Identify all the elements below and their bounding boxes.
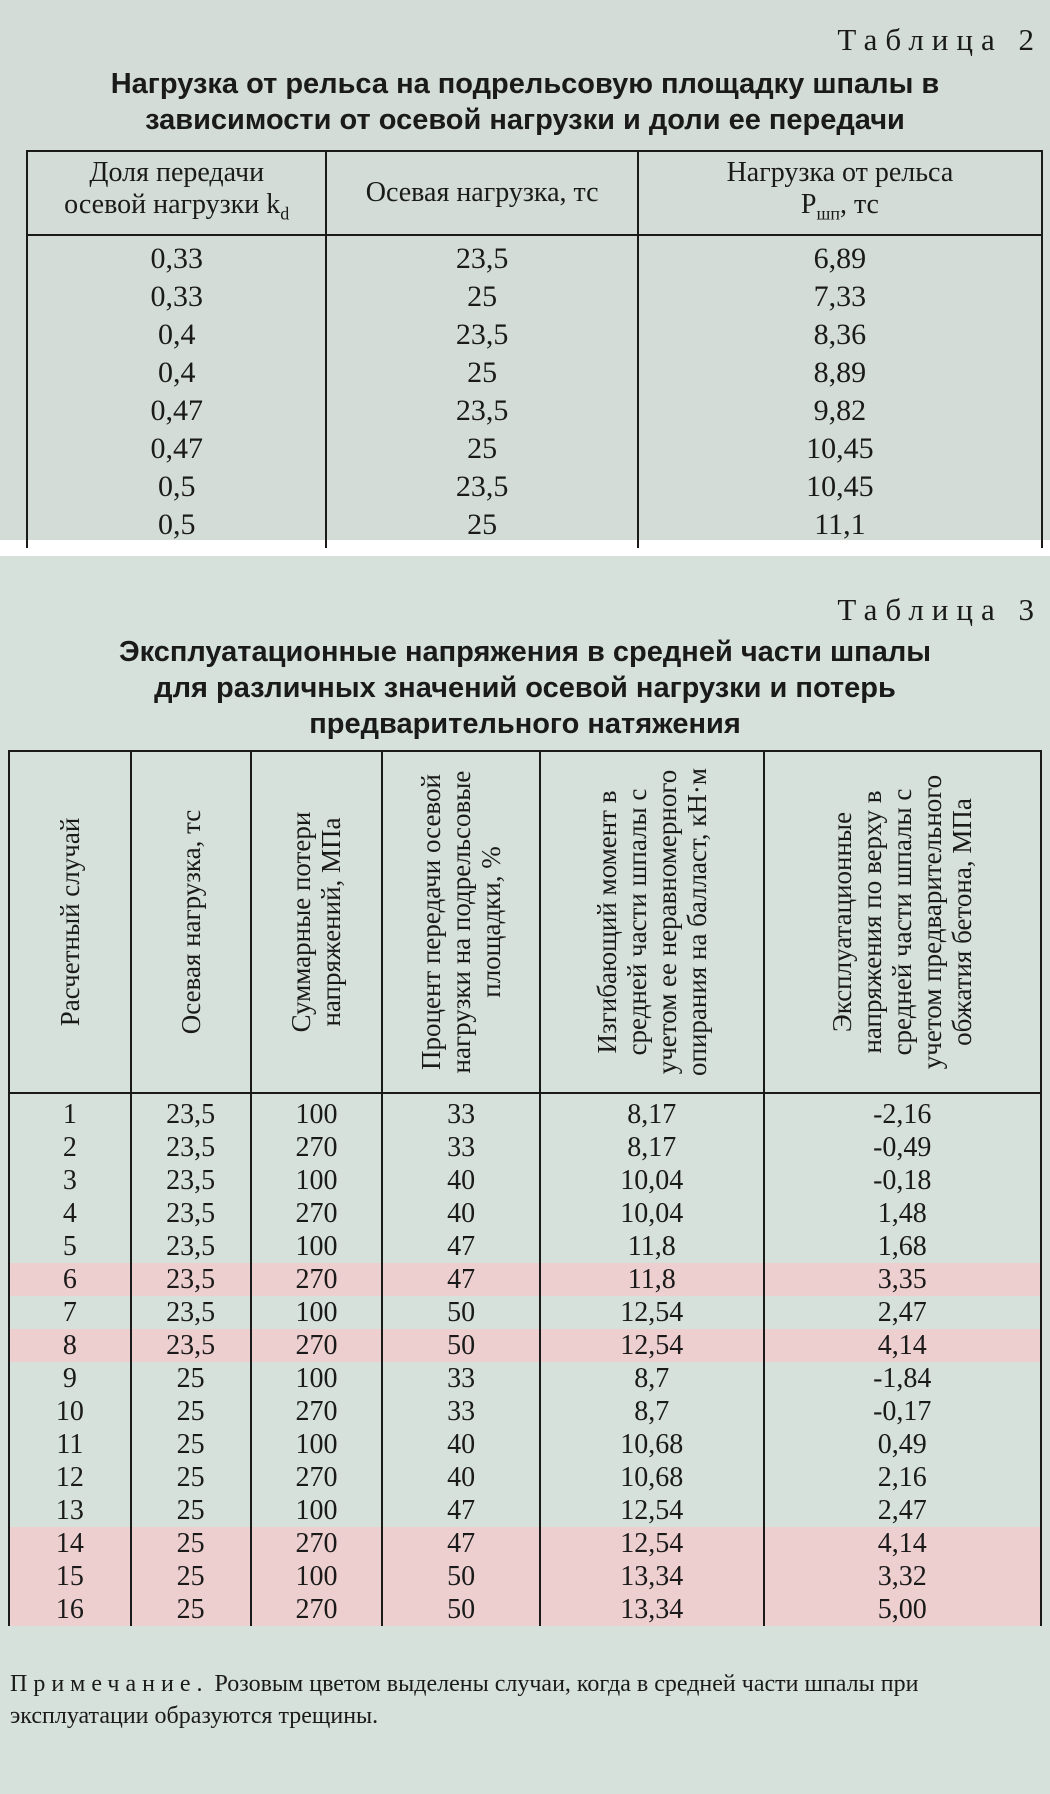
- table-cell: 50: [382, 1296, 540, 1329]
- table-cell: 2: [9, 1131, 131, 1164]
- table-cell: 2,16: [764, 1461, 1041, 1494]
- rotated-header-text: Изгибающий момент в средней части шпалы с учетом ее неравномерного опирания на балласт, кН·м: [591, 768, 712, 1076]
- table-cell: 12,54: [540, 1329, 764, 1362]
- table-cell: 23,5: [326, 468, 637, 506]
- table-cell: 23,5: [131, 1230, 251, 1263]
- table-cell: 8,7: [540, 1362, 764, 1395]
- table-row: [27, 316, 1042, 354]
- table-cell: 8,17: [540, 1131, 764, 1164]
- table-cell: 1,48: [764, 1197, 1041, 1230]
- table-cell: 8,7: [540, 1395, 764, 1428]
- table3-title-line2: для различных значений осевой нагрузки и потерь: [154, 672, 896, 704]
- table-cell: 25: [131, 1527, 251, 1560]
- table3-body: [9, 1093, 1041, 1626]
- table-cell: 25: [131, 1395, 251, 1428]
- table-cell: 0,33: [27, 278, 326, 316]
- table-cell: 50: [382, 1329, 540, 1362]
- table-cell: 33: [382, 1362, 540, 1395]
- table-cell: 0,47: [27, 430, 326, 468]
- table-cell: 8,89: [638, 354, 1042, 392]
- table2-title-line2: зависимости от осевой нагрузки и доли ее передачи: [145, 104, 905, 136]
- table3-header-cell: [764, 751, 1041, 1093]
- table-cell: 8,17: [540, 1093, 764, 1131]
- table-row: [9, 1494, 1041, 1527]
- table-cell: 23,5: [131, 1263, 251, 1296]
- table-cell: 23,5: [131, 1197, 251, 1230]
- table-cell: 270: [251, 1593, 383, 1626]
- table-cell: 40: [382, 1428, 540, 1461]
- table-row: [9, 1329, 1041, 1362]
- table-cell: -0,18: [764, 1164, 1041, 1197]
- table-cell: 10,04: [540, 1197, 764, 1230]
- table-cell: 12,54: [540, 1494, 764, 1527]
- rotated-header-text: Осевая нагрузка, тс: [175, 809, 206, 1035]
- table-cell: 11,8: [540, 1230, 764, 1263]
- table-cell: 23,5: [131, 1093, 251, 1131]
- table-row: [27, 468, 1042, 506]
- table-cell: 5,00: [764, 1593, 1041, 1626]
- table-cell: -0,17: [764, 1395, 1041, 1428]
- table-cell: 23,5: [326, 316, 637, 354]
- table-cell: 23,5: [326, 392, 637, 430]
- table-cell: 25: [326, 354, 637, 392]
- table3-title-line1: Эксплуатационные напряжения в средней части шпалы: [118, 636, 932, 668]
- table-row: [9, 1197, 1041, 1230]
- table-cell: 40: [382, 1461, 540, 1494]
- table-cell: 2,47: [764, 1296, 1041, 1329]
- table-cell: 10,68: [540, 1428, 764, 1461]
- table-cell: 1: [9, 1093, 131, 1131]
- table2-label: Таблица 2: [837, 22, 1042, 57]
- table-cell: 25: [131, 1560, 251, 1593]
- table3-label: Таблица 3: [837, 592, 1042, 627]
- table-cell: 13,34: [540, 1593, 764, 1626]
- table2-panel: [0, 0, 1050, 540]
- table-cell: 23,5: [131, 1164, 251, 1197]
- rotated-header-text: Процент передачи осевой нагрузки на подрельсовые площадки, %: [416, 770, 507, 1074]
- table-cell: 10,45: [638, 468, 1042, 506]
- table-cell: 10,04: [540, 1164, 764, 1197]
- table-cell: 9,82: [638, 392, 1042, 430]
- table-cell: 3,35: [764, 1263, 1041, 1296]
- table-cell: 47: [382, 1494, 540, 1527]
- table-cell: 16: [9, 1593, 131, 1626]
- table-cell: 47: [382, 1230, 540, 1263]
- table-cell: 0,4: [27, 354, 326, 392]
- table-cell: 4,14: [764, 1329, 1041, 1362]
- table-row: [27, 278, 1042, 316]
- table-cell: 11: [9, 1428, 131, 1461]
- table-cell: 50: [382, 1593, 540, 1626]
- table-cell: 270: [251, 1527, 383, 1560]
- table-cell: 25: [131, 1593, 251, 1626]
- table-cell: 100: [251, 1230, 383, 1263]
- table-cell: 10,68: [540, 1461, 764, 1494]
- table-cell: 10: [9, 1395, 131, 1428]
- table-cell: 6: [9, 1263, 131, 1296]
- table-cell: 47: [382, 1263, 540, 1296]
- table-cell: 5: [9, 1230, 131, 1263]
- table-cell: 0,5: [27, 468, 326, 506]
- table-cell: 33: [382, 1131, 540, 1164]
- table-cell: 10,45: [638, 430, 1042, 468]
- table-cell: 1,68: [764, 1230, 1041, 1263]
- table-cell: 100: [251, 1428, 383, 1461]
- table-cell: 14: [9, 1527, 131, 1560]
- table-row: [9, 1395, 1041, 1428]
- table-cell: 47: [382, 1527, 540, 1560]
- table-cell: 6,89: [638, 235, 1042, 278]
- table-row: [9, 1164, 1041, 1197]
- table-row: [9, 1230, 1041, 1263]
- table-cell: 3,32: [764, 1560, 1041, 1593]
- table-row: [27, 506, 1042, 548]
- table-row: [9, 1131, 1041, 1164]
- table-row: [9, 1263, 1041, 1296]
- table-cell: 25: [131, 1428, 251, 1461]
- table3-note: [10, 1668, 1040, 1732]
- table-row: [27, 430, 1042, 468]
- table3-title-line3: предварительного натяжения: [309, 708, 741, 740]
- table2-header-transfer-share: Доля передачи осевой нагрузки $k_d$: [27, 151, 326, 235]
- table-cell: 0,47: [27, 392, 326, 430]
- table-cell: 33: [382, 1093, 540, 1131]
- table-row: [9, 1296, 1041, 1329]
- table-cell: 100: [251, 1560, 383, 1593]
- table-cell: 12: [9, 1461, 131, 1494]
- table-cell: 270: [251, 1263, 383, 1296]
- table-cell: 3: [9, 1164, 131, 1197]
- table-cell: 8,36: [638, 316, 1042, 354]
- table-row: [9, 1461, 1041, 1494]
- table-row: [9, 1560, 1041, 1593]
- table-row: [9, 1428, 1041, 1461]
- table-cell: 4,14: [764, 1527, 1041, 1560]
- table-cell: 11,8: [540, 1263, 764, 1296]
- table-row: [9, 1527, 1041, 1560]
- note-text: Розовым цветом выделены случаи, когда в средней части шпалы при эксплуатации образуются трещины.: [10, 1671, 919, 1729]
- table2-body: [27, 235, 1042, 548]
- table-cell: 100: [251, 1164, 383, 1197]
- table-cell: 7: [9, 1296, 131, 1329]
- table-cell: 25: [326, 430, 637, 468]
- table-cell: 270: [251, 1395, 383, 1428]
- table-cell: 12,54: [540, 1527, 764, 1560]
- table2-header-rail-load: Нагрузка от рельса $P_{шп}$, тс: [638, 151, 1042, 235]
- table2-title: [0, 66, 1050, 138]
- table-cell: 0,49: [764, 1428, 1041, 1461]
- table-cell: 13,34: [540, 1560, 764, 1593]
- table-cell: -0,49: [764, 1131, 1041, 1164]
- table-cell: 25: [131, 1494, 251, 1527]
- table-cell: 270: [251, 1197, 383, 1230]
- table-cell: 23,5: [326, 235, 637, 278]
- table2-header-row: [27, 151, 1042, 235]
- table-cell: 100: [251, 1296, 383, 1329]
- table-cell: 40: [382, 1164, 540, 1197]
- table3-header-row: [9, 751, 1041, 1093]
- table2-header-axle-load: Осевая нагрузка, тс: [326, 151, 637, 235]
- table-cell: 23,5: [131, 1296, 251, 1329]
- table-cell: 8: [9, 1329, 131, 1362]
- table3-header-cell: [9, 751, 131, 1093]
- table3-header-cell: [131, 751, 251, 1093]
- table-row: [27, 392, 1042, 430]
- table-cell: 100: [251, 1093, 383, 1131]
- table3-title: [0, 634, 1050, 742]
- table-cell: 33: [382, 1395, 540, 1428]
- table-row: [27, 354, 1042, 392]
- table-cell: 25: [326, 278, 637, 316]
- table-cell: 50: [382, 1560, 540, 1593]
- table3-header-cell: [251, 751, 383, 1093]
- table-row: [9, 1093, 1041, 1131]
- rotated-header-text: Эксплуатационные напряжения по верху в средней части шпалы с учетом предварительного обжатия бетона, МПа: [827, 774, 978, 1070]
- table-cell: 15: [9, 1560, 131, 1593]
- table3-header-cell: [382, 751, 540, 1093]
- table-cell: 270: [251, 1131, 383, 1164]
- table-cell: 100: [251, 1362, 383, 1395]
- table-cell: 11,1: [638, 506, 1042, 548]
- table-cell: 25: [131, 1362, 251, 1395]
- table-row: [9, 1362, 1041, 1395]
- table-cell: 23,5: [131, 1329, 251, 1362]
- table-cell: 270: [251, 1329, 383, 1362]
- rotated-header-text: Суммарные потери напряжений, МПа: [286, 811, 347, 1033]
- table-cell: 12,54: [540, 1296, 764, 1329]
- table-cell: 40: [382, 1197, 540, 1230]
- table-cell: 2,47: [764, 1494, 1041, 1527]
- table-row: [9, 1593, 1041, 1626]
- table-cell: 25: [326, 506, 637, 548]
- table-cell: 9: [9, 1362, 131, 1395]
- table-cell: 0,4: [27, 316, 326, 354]
- note-lead: Примечание.: [10, 1671, 209, 1697]
- table-cell: 23,5: [131, 1131, 251, 1164]
- table3-header-cell: [540, 751, 764, 1093]
- rotated-header-text: Расчетный случай: [54, 817, 85, 1027]
- table-cell: 7,33: [638, 278, 1042, 316]
- table3: [8, 750, 1042, 1626]
- table-cell: 0,5: [27, 506, 326, 548]
- table-cell: 270: [251, 1461, 383, 1494]
- table-cell: 13: [9, 1494, 131, 1527]
- table2-title-line1: Нагрузка от рельса на подрельсовую площадку шпалы в: [110, 68, 940, 100]
- table-cell: 4: [9, 1197, 131, 1230]
- table-cell: 25: [131, 1461, 251, 1494]
- table-row: [27, 235, 1042, 278]
- table-cell: -1,84: [764, 1362, 1041, 1395]
- table-cell: 100: [251, 1494, 383, 1527]
- table2: [26, 150, 1043, 548]
- table-cell: 0,33: [27, 235, 326, 278]
- table-cell: -2,16: [764, 1093, 1041, 1131]
